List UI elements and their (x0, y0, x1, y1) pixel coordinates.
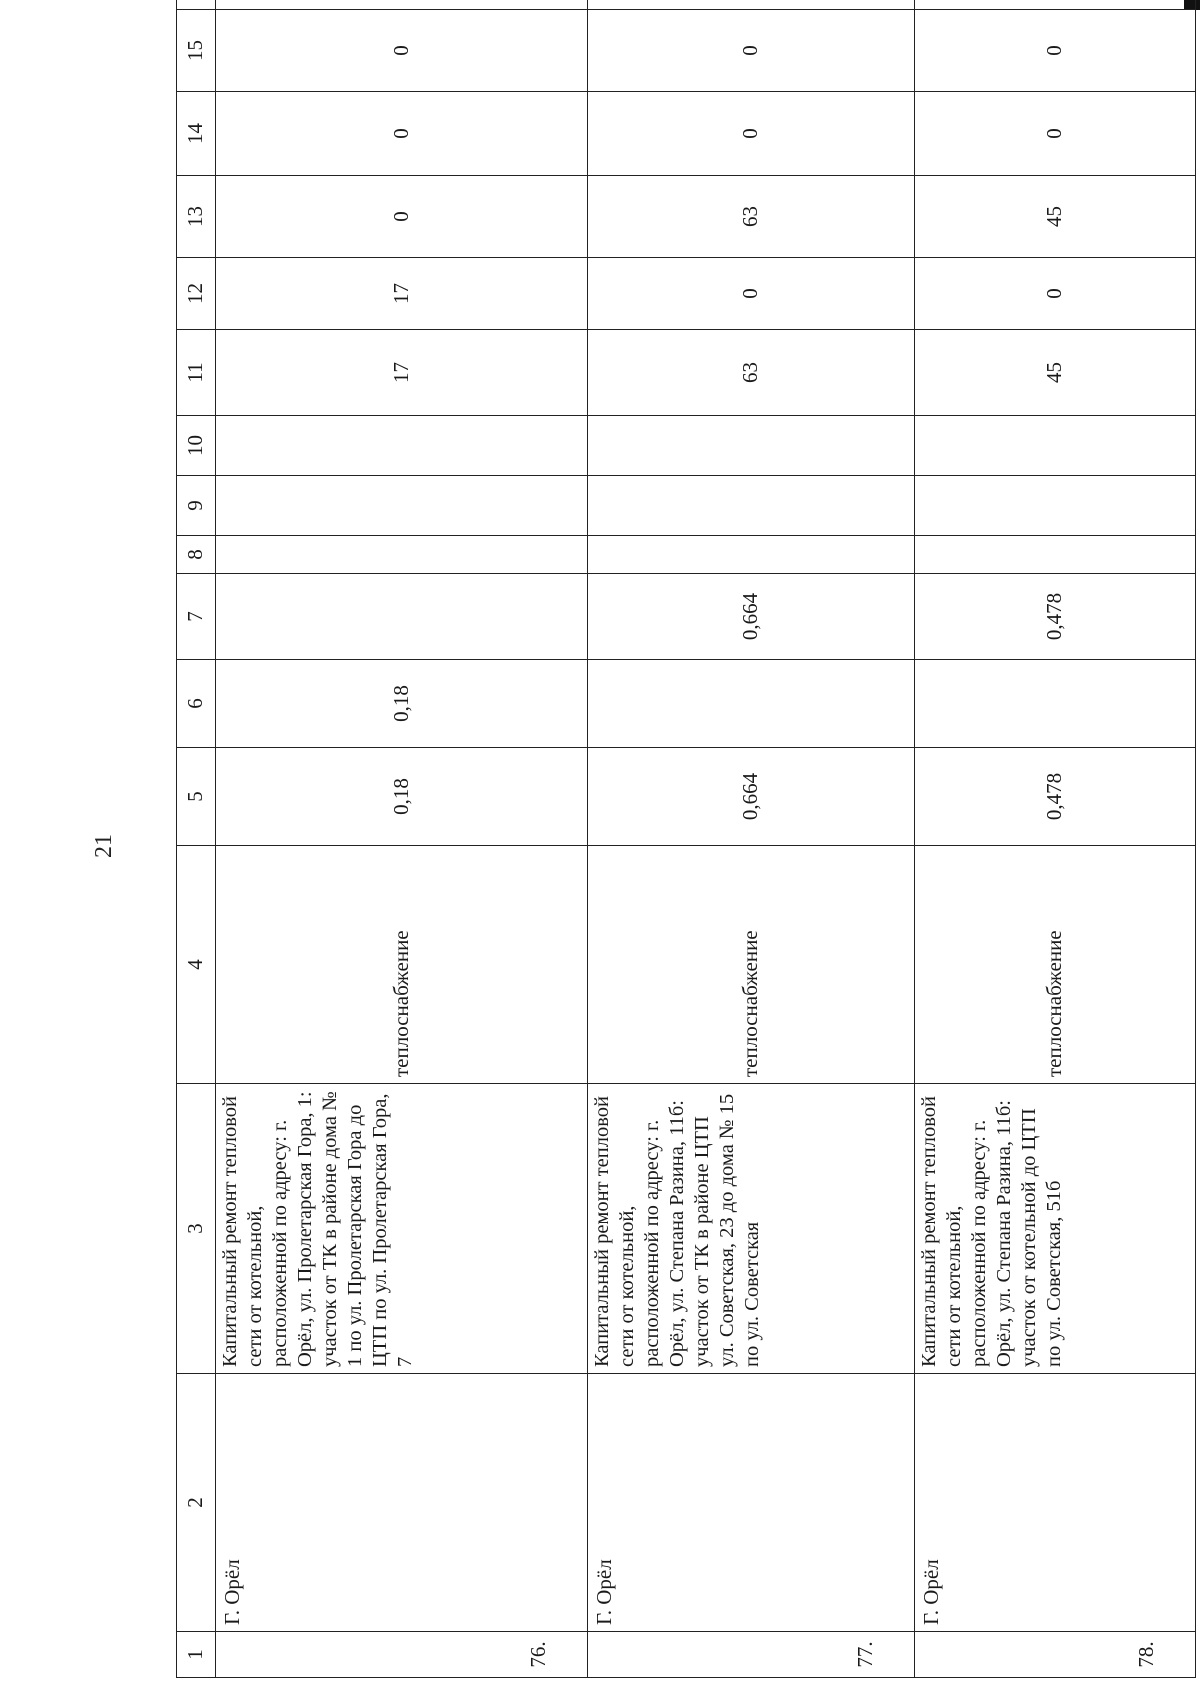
value-cell-7 (216, 574, 588, 660)
header-col-10: 10 (177, 416, 216, 476)
row-number: 77. (588, 1632, 915, 1678)
header-row (177, 0, 216, 1678)
header-col-4: 4 (177, 846, 216, 1084)
header-col-3: 3 (177, 1084, 216, 1374)
value-cell-11: 63 (588, 330, 915, 416)
value-cell-13: 0 (216, 176, 588, 258)
value-cell-8 (914, 536, 1195, 574)
value-cell-14: 0 (914, 92, 1195, 176)
city-cell: Г. Орёл (914, 1374, 1195, 1632)
value-cell-11: 17 (216, 330, 588, 416)
value-cell-10 (216, 416, 588, 476)
row-number: 78. (914, 1632, 1195, 1678)
service-type-cell: теплоснабжение (914, 846, 1195, 1084)
value-cell-9 (914, 476, 1195, 536)
value-cell-6 (588, 660, 915, 748)
description-cell: Капитальный ремонт тепловой сети от котельной, расположенной по адресу: г. Орёл, ул. Пролетарская Гора, 1: участок от ТК в районе дома № 1 по ул. Пролетарская Гора до ЦТП по ул. Пролетарская Гора, 7 (216, 1084, 588, 1374)
value-cell-8 (588, 536, 915, 574)
value-cell-7: 0,664 (588, 574, 915, 660)
header-col-2: 2 (177, 1374, 216, 1632)
value-cell-9 (216, 476, 588, 536)
value-cell-12: 0 (588, 258, 915, 330)
service-type-cell: теплоснабжение (588, 846, 915, 1084)
table-rotation-wrapper (176, 38, 1196, 1678)
value-cell-16 (216, 0, 588, 10)
value-cell-5: 0,18 (216, 748, 588, 846)
city-cell: Г. Орёл (216, 1374, 588, 1632)
value-cell-15: 0 (588, 10, 915, 92)
description-cell: Капитальный ремонт тепловой сети от котельной, расположенной по адресу: г. Орёл, ул. Степана Разина, 11б: участок от котельной до ЦТП по ул. Советская, 51б (914, 1084, 1195, 1374)
table-row (216, 0, 588, 1678)
repair-program-table (176, 0, 1196, 1678)
header-col-6: 6 (177, 660, 216, 748)
value-cell-13: 63 (588, 176, 915, 258)
value-cell-15: 0 (914, 10, 1195, 92)
header-col-5: 5 (177, 748, 216, 846)
value-cell-10 (588, 416, 915, 476)
header-col-13: 13 (177, 176, 216, 258)
table-row (914, 0, 1195, 1678)
value-cell-7: 0,478 (914, 574, 1195, 660)
header-col-16 (177, 0, 216, 10)
header-col-9: 9 (177, 476, 216, 536)
value-cell-5: 0,664 (588, 748, 915, 846)
city-cell: Г. Орёл (588, 1374, 915, 1632)
header-col-1: 1 (177, 1632, 216, 1678)
value-cell-16 (914, 0, 1195, 10)
service-type-cell: теплоснабжение (216, 846, 588, 1084)
header-col-15: 15 (177, 10, 216, 92)
description-cell: Капитальный ремонт тепловой сети от котельной, расположенной по адресу: г. Орёл, ул. Степана Разина, 11б: участок от ТК в районе ЦТП ул. Советская, 23 до дома № 15 по ул. Советская (588, 1084, 915, 1374)
value-cell-9 (588, 476, 915, 536)
value-cell-14: 0 (588, 92, 915, 176)
header-col-14: 14 (177, 92, 216, 176)
rotated-table-container (176, 38, 1196, 1678)
value-cell-11: 45 (914, 330, 1195, 416)
header-col-7: 7 (177, 574, 216, 660)
header-col-8: 8 (177, 536, 216, 574)
value-cell-13: 45 (914, 176, 1195, 258)
value-cell-10 (914, 416, 1195, 476)
value-cell-6: 0,18 (216, 660, 588, 748)
page-number: 21 (90, 834, 117, 858)
value-cell-12: 17 (216, 258, 588, 330)
table-row (588, 0, 915, 1678)
header-col-11: 11 (177, 330, 216, 416)
header-col-12: 12 (177, 258, 216, 330)
row-number: 76. (216, 1632, 588, 1678)
value-cell-16 (588, 0, 915, 10)
value-cell-15: 0 (216, 10, 588, 92)
value-cell-8 (216, 536, 588, 574)
value-cell-6 (914, 660, 1195, 748)
value-cell-5: 0,478 (914, 748, 1195, 846)
value-cell-12: 0 (914, 258, 1195, 330)
value-cell-14: 0 (216, 92, 588, 176)
